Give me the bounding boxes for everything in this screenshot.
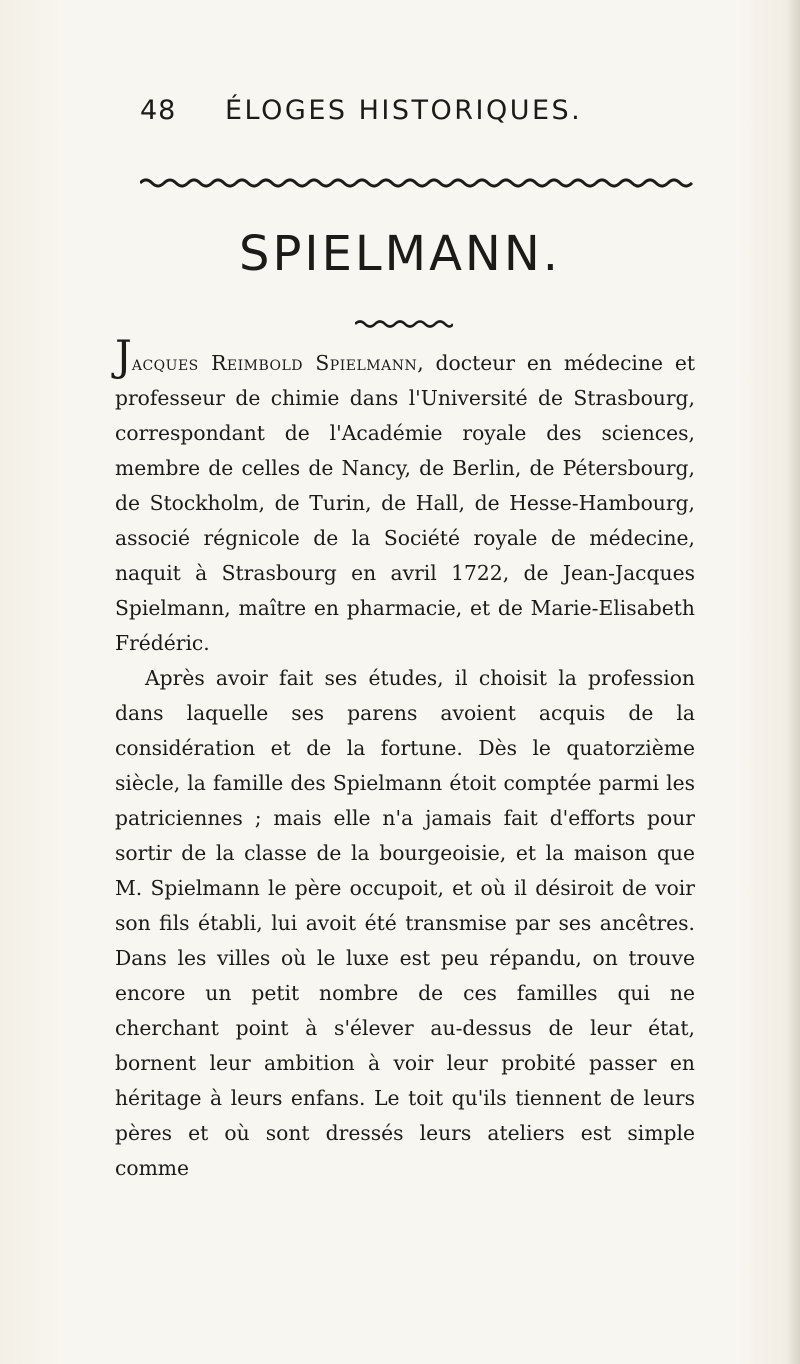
wavy-rule-ornament: [140, 176, 694, 190]
article-body: [115, 331, 696, 1186]
page-edge-shadow: [786, 0, 800, 1364]
page-number: 48: [140, 95, 177, 126]
small-wavy-ornament: [355, 318, 453, 330]
paragraph-1: [115, 331, 696, 661]
article-title: SPIELMANN.: [239, 226, 561, 282]
running-title: ÉLOGES HISTORIQUES.: [225, 95, 583, 126]
paragraph-2: Après avoir fait ses études, il choisit la profession dans laquelle ses parens avoient acquis de la considération et de la fortune. Dès le quatorzième siècle, la famille des Spielmann étoit comptée parmi les patriciennes ; mais elle n'a jamais fait d'efforts pour sortir de la classe de la bourgeoisie, et la maison que M. Spielmann le père occupoit, et où il désiroit de voir son fils établi, lui avoit été transmise par ses ancêtres. Dans les villes où le luxe est peu répandu, on trouve encore un petit nombre de ces familles qui ne cherchant point à s'élever au-dessus de leur état, bornent leur ambition à voir leur probité passer en héritage à leurs enfans. Le toit qu'ils tiennent de leurs pères et où sont dressés leurs ateliers est simple comme: [115, 666, 695, 1180]
drop-cap: J: [115, 331, 132, 380]
running-head: [140, 95, 650, 135]
subject-name: acques Reimbold Spielmann: [131, 351, 418, 375]
paragraph-1-text: , docteur en médecine et professeur de chimie dans l'Université de Strasbourg, correspondant de l'Académie royale des sciences, membre de celles de Nancy, de Berlin, de Pétersbourg, de Stockholm, de Turin, de Hall, de Hesse-Hambourg, associé régnicole de la Société royale de médecine, naquit à Strasbourg en avril 1722, de Jean-Jacques Spielmann, maître en pharmacie, et de Marie-Elisabeth Frédéric.: [115, 351, 696, 655]
